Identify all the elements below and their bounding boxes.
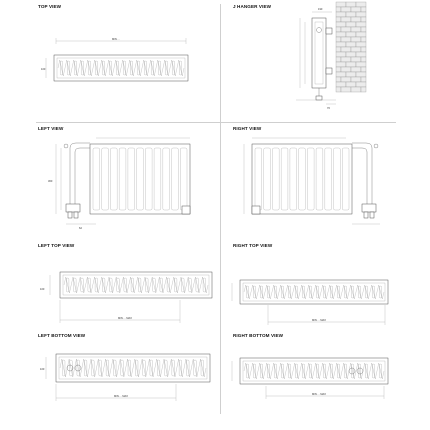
top-depth-dim: 100 — [41, 68, 46, 71]
left-top-view-drawing — [40, 272, 212, 323]
brick — [336, 2, 346, 7]
brick — [356, 2, 366, 7]
right-view-title: RIGHT VIEW — [233, 126, 262, 131]
brick — [361, 7, 366, 12]
hanger-width-dim: 190 — [318, 8, 323, 11]
j-hanger-view-title: J HANGER VIEW — [233, 4, 272, 9]
brick — [361, 87, 366, 92]
lbot-length-dim: MIN ... MAX — [114, 395, 128, 398]
brick — [336, 72, 346, 77]
brick — [356, 62, 366, 67]
j-hanger-drawing — [296, 2, 366, 110]
brick — [346, 72, 356, 77]
brick — [341, 57, 351, 62]
brick — [361, 77, 366, 82]
brick — [341, 77, 351, 82]
brick — [346, 32, 356, 37]
left-bottom-view-drawing — [40, 354, 210, 401]
brick — [336, 7, 341, 12]
ltop-depth-dim: 100 — [40, 288, 45, 291]
brick — [341, 67, 351, 72]
brick — [336, 17, 341, 22]
brick — [341, 87, 351, 92]
brick — [336, 67, 341, 72]
brick — [346, 62, 356, 67]
brick — [351, 7, 361, 12]
brick — [356, 22, 366, 27]
left-view-title: LEFT VIEW — [38, 126, 64, 131]
brick — [341, 17, 351, 22]
brick — [341, 37, 351, 42]
brick — [336, 47, 341, 52]
brick — [346, 2, 356, 7]
brick — [356, 82, 366, 87]
brick — [336, 57, 341, 62]
brick — [356, 72, 366, 77]
left-bottom-dim: 62 — [79, 227, 82, 230]
brick — [346, 22, 356, 27]
brick — [356, 32, 366, 37]
brick — [341, 27, 351, 32]
brick — [336, 82, 346, 87]
brick — [346, 12, 356, 17]
svg-text:100: 100 — [40, 368, 45, 371]
right-bottom-view-drawing — [232, 358, 388, 399]
right-view-drawing — [244, 138, 380, 224]
ltop-length-dim: MIN ... MAX — [118, 317, 132, 320]
left-height-dim: 300 — [48, 180, 53, 183]
brick — [336, 87, 341, 92]
brick — [351, 57, 361, 62]
brick — [336, 52, 346, 57]
brick — [336, 22, 346, 27]
brick — [351, 27, 361, 32]
left-top-view-title: LEFT TOP VIEW — [38, 243, 75, 248]
brick — [341, 47, 351, 52]
brick — [356, 52, 366, 57]
brick — [336, 37, 341, 42]
brick — [336, 32, 346, 37]
brick — [351, 17, 361, 22]
rbot-length-dim: MIN ... MAX — [312, 393, 326, 396]
brick — [356, 42, 366, 47]
brick — [361, 67, 366, 72]
right-bottom-view-title: RIGHT BOTTOM VIEW — [233, 333, 284, 338]
brick — [361, 27, 366, 32]
brick — [351, 67, 361, 72]
brick — [351, 87, 361, 92]
brick — [356, 12, 366, 17]
top-view-drawing — [41, 37, 188, 81]
brick — [336, 27, 341, 32]
top-length-dim: MIN ... — [112, 38, 120, 41]
brick — [361, 37, 366, 42]
brick — [351, 47, 361, 52]
brick — [346, 52, 356, 57]
brick — [336, 12, 346, 17]
top-view-title: TOP VIEW — [38, 4, 62, 9]
left-bottom-view-title: LEFT BOTTOM VIEW — [38, 333, 86, 338]
brick — [336, 42, 346, 47]
brick — [336, 62, 346, 67]
hanger-bottom-dim: 70 — [327, 107, 330, 110]
brick — [336, 77, 341, 82]
brick — [346, 42, 356, 47]
rtop-length-dim: MIN ... MAX — [312, 319, 326, 322]
right-top-view-drawing — [232, 280, 388, 325]
brick — [341, 7, 351, 12]
brick — [361, 17, 366, 22]
brick — [361, 57, 366, 62]
brick — [361, 47, 366, 52]
brick — [346, 82, 356, 87]
left-view-drawing — [48, 138, 190, 230]
brick — [351, 37, 361, 42]
right-top-view-title: RIGHT TOP VIEW — [233, 243, 273, 248]
brick — [351, 77, 361, 82]
